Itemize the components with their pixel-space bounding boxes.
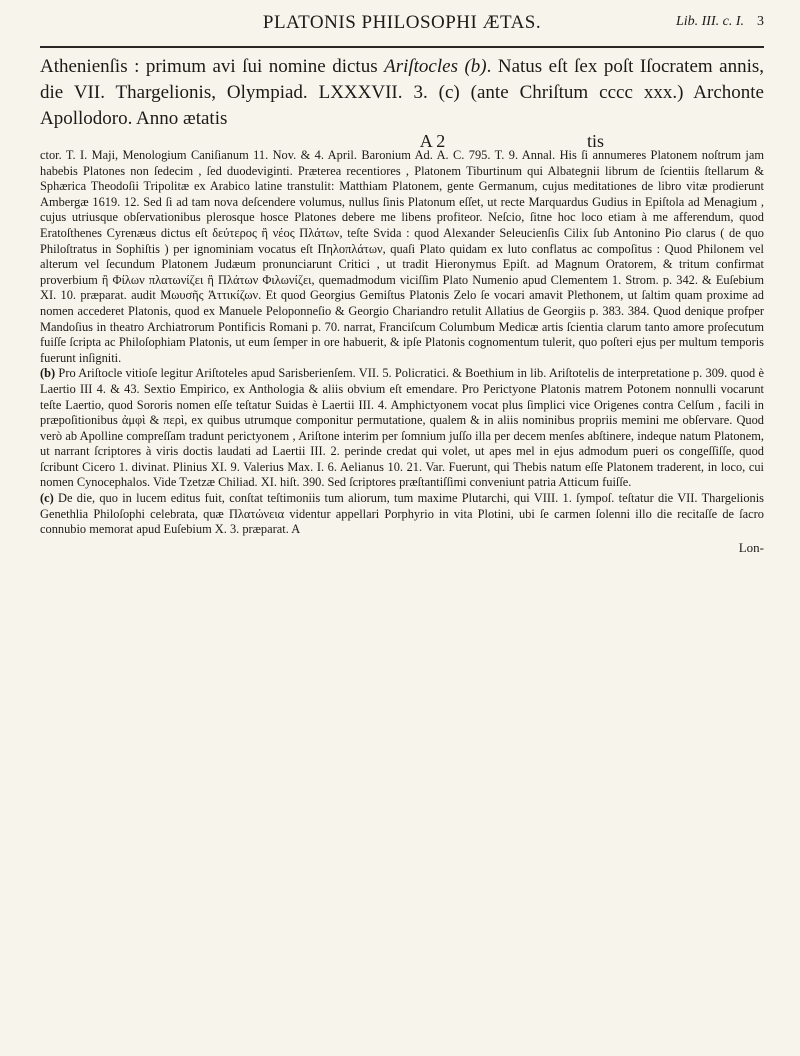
footnotes: [40, 148, 764, 555]
main-text: [40, 54, 764, 150]
footnote-continued: ctor. T. I. Maji, Menologium Caniſianum 11. Nov. & 4. April. Baronium Ad. A. C. 795. T. 9. Annal. His ſi annumeres Platonem noſtrum jam habebis Platones non ſedecim , ſed duodeviginti. Præterea recentiores , Platonem Tiburtinum qui Albategnii librum de ſcientiis ſtellarum & Sphærica Theodoſii Tripolitæ ex Arabico latine transtulit: Matthiam Platonem, gente Germanum, cujus meditationes de libro vitæ prodierunt Ambergæ 1619. 12. Sed ſi ad tam nova deſcendere volumus, nullus ſinis Platonum eſſet, ut recte Marquardus Gudius in Epiſtola ad Menagium , cujus utriusque obſervationibus plerosque hosce Platones debere me libens profiteor. Neſcio, ſitne hoc loco etiam à me afferendum, quod Eratoſthenes Cyrenæus dictus eſt δεύτερος ἢ νέος Πλάτων, teſte Svida : quod Alexander Seleucienſis Cilix ſub Antonino Pio clarus ( de quo Philoſtratus in Sophiſtis ) per ignominiam vocatus eſt Πηλοπλάτων, quaſi Plato quidam ex luto conflatus ac compoſitus : Quod Philonem vel alterum vel ſecundum Platonem Judæum pronunciarunt Critici , ut tradit Hieronymus Epiſt. ad Magnum Oratorem, & tritum confirmat proverbium ἢ Φίλων πλατωνίζει ἢ Πλάτων Φιλωνίζει, quemadmodum viciſſim Plato Numenio apud Clementem 1. Strom. p. 342. & Euſebium XI. 10. præparat. audit Μωυσῆς Ἀττικίζων. Et quod Georgius Gemiſtus Platonis Zelo ſe vocari amavit Plethonem, ut ſaltim quam proxime ad nomen accederet Platonis, quod ex Manuele Peloponneſio & Georgio Chariandro retulit Allatius de Georgiis p. 383. 384. Quod denique profper Mandoſius in theatro Archiatrorum Pontificis Romani p. 70. narrat, Franciſcum Columbum Medicæ artis ſcientia clarum tanto amore proſecutum fuiſſe ſcripta ac Philoſophiam Platonis, ut eum ſemper in ore habuerit, & ipſe Platonis cognomentum tulerit, quo poſteri ejus per multum temporis fuerunt inſigniti.: [40, 148, 764, 365]
footnote-c-mark: (c): [40, 491, 54, 506]
running-header: [40, 0, 764, 48]
main-text-part-1: Athenienſis : primum avi ſui nomine dictus: [40, 56, 385, 77]
footnote-c: [40, 491, 764, 538]
footnote-b: [40, 366, 764, 491]
section-reference: Lib. III. c. I.: [675, 14, 744, 29]
aristocles-name: Ariſtocles (b): [384, 56, 487, 77]
page-number: 3: [757, 14, 764, 29]
footnote-catchword: Lon-: [738, 539, 764, 555]
running-title: PLATONIS PHILOSOPHI ÆTAS.: [262, 12, 542, 33]
footnote-b-text: Pro Ariſtocle vitioſe legitur Ariſtoteles apud Sarisberienſem. VII. 5. Policratici. & Boethium in lib. Ariſtotelis de interpretatione p. 309. quod è Laertio III 4. & 43. Sextio Empirico, ex Anthologia & aliis obvium eſt emendare. Pro Perictyone Platonis matrem Potonem nonnulli vocarunt teſte Laertio, quod Sororis nomen eſſe teſtatur Suidas è Laertii III. 4. Amphictyonem vocat plus ſimplici vice Origenes contra Celſum , facili in præpoſitionibus ἀμφὶ & περὶ, ex quibus utrumque componitur permutatione, qualem & in aliis nominibus propriis memini me obſervare. Quod verò ab Apolline compreſſam tradunt perictyonem , Ariſtone interim per ſomnium juſſo illa per decem menſes abſtinere, indeque natum Platonem, ut narrant ſcriptores à viris doctis laudati ad Laertii III. 2. perinde credat qui volet, ut apes mel in ejus admodum pueri os congeſſiſſe, quod ſcribunt Cicero 1. divinat. Plinius XI. 9. Valerius Max. I. 6. Aelianus 10. 21. Var. Fuerunt, qui Thebis natum eſſe Platonem traderent, in loco, cui nomen Cynocephalos. Vide Tzetzæ Chiliad. XI. hiſt. 390. Sed ſcriptores præſtantiſſimi conveniunt patria Atticum fuiſſe.: [40, 366, 764, 490]
footnote-b-mark: (b): [40, 366, 56, 381]
main-paragraph: [40, 54, 764, 132]
footnote-c-text: De die, quo in lucem editus fuit, conſtat teſtimoniis tum aliorum, tum maxime Plutarchi, qui VIII. 1. ſympoſ. teſtatur die VII. Thargelionis Genethlia Philoſophi celebrata, quæ Πλατώνεια videntur appellari Porphyrio in vita Plotini, ubi ſe carmen ſolenni illo die recitaſſe de ſacro connubio memorat apud Euſebium X. 3. præparat. A: [40, 491, 764, 537]
main-text-part-2: . Natus eſt ſex poſt Iſocratem annis, die VII. Thargelionis, Olympiad. LXXXVII. 3. (c) (ante Chriſtum cccc xxx.) Archonte Apollodoro. Anno ætatis: [40, 56, 765, 129]
main-catchword: tis: [586, 131, 604, 151]
signature-mark: A 2: [419, 131, 446, 151]
